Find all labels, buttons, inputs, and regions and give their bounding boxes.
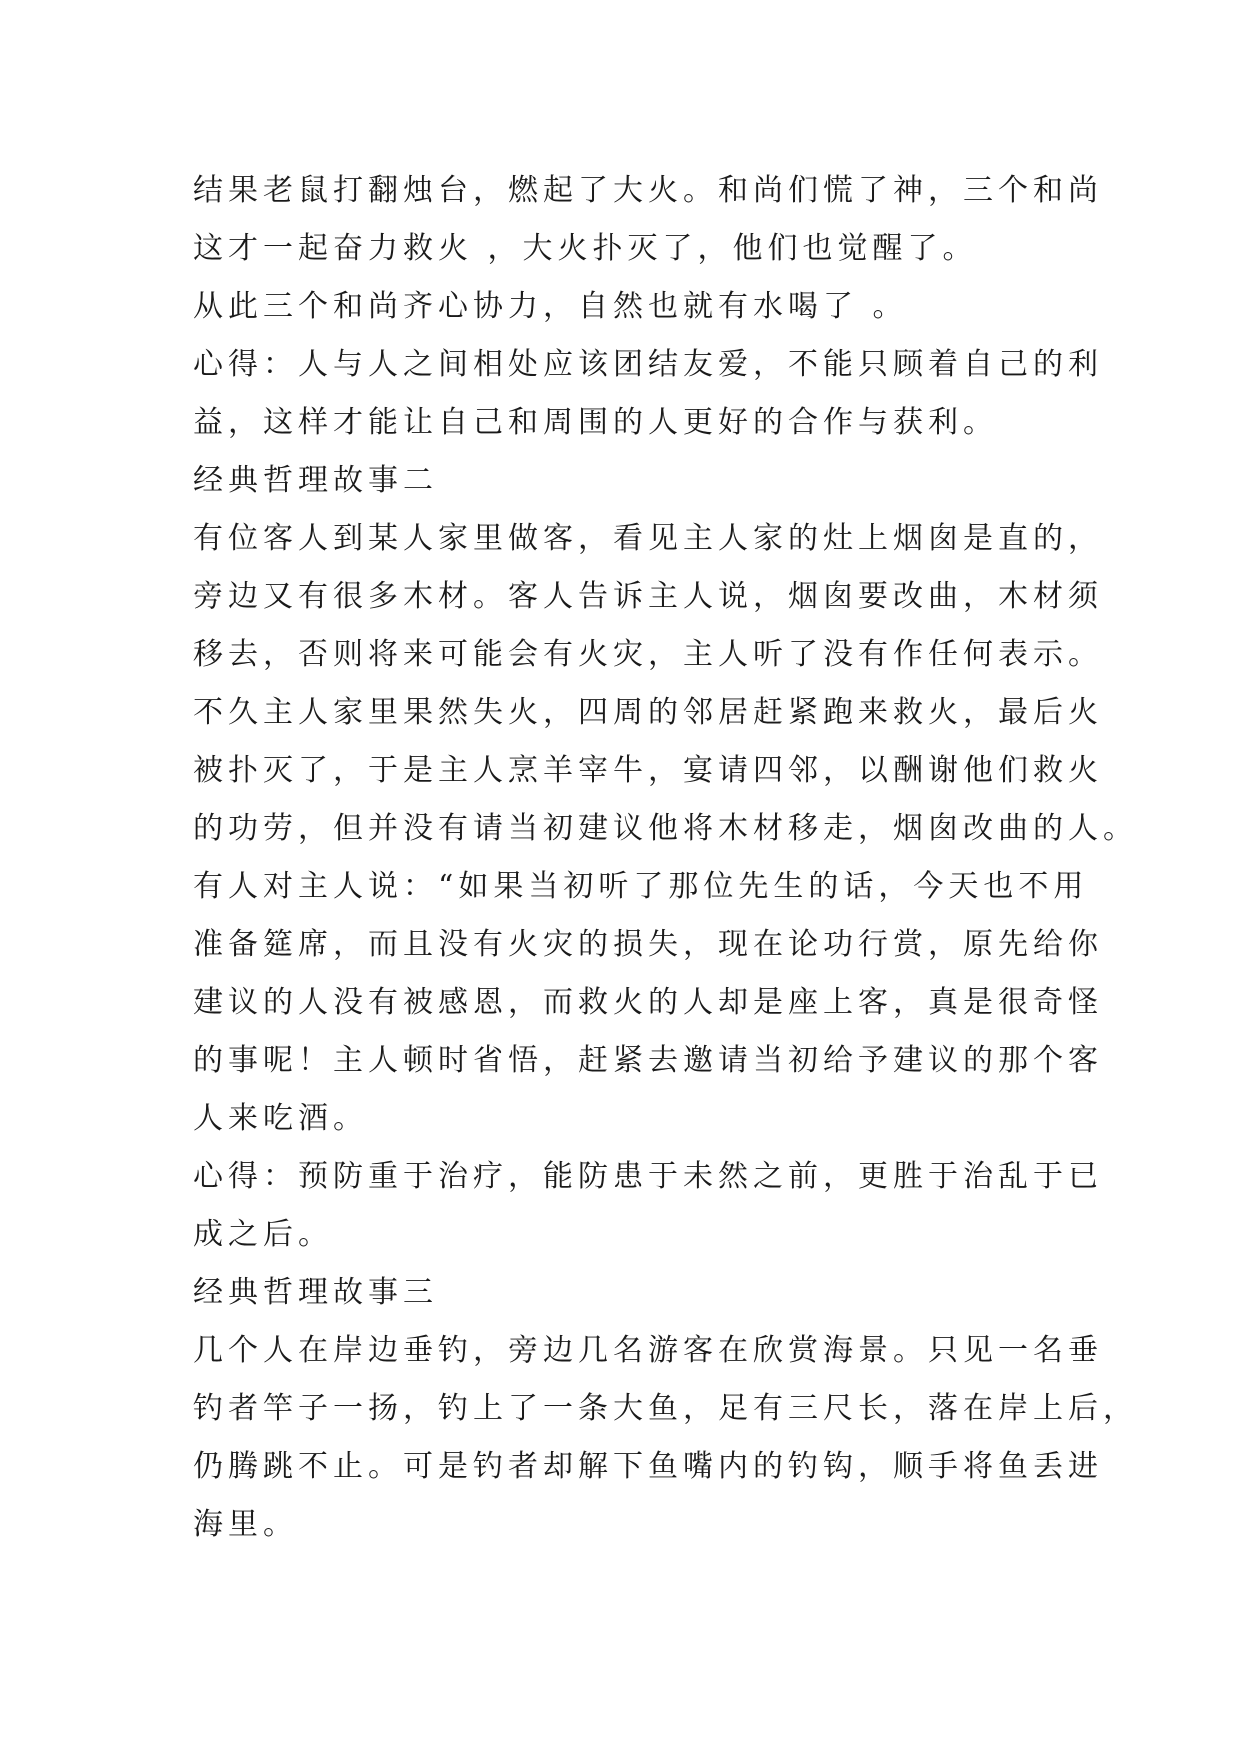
text-line: 移去，否则将来可能会有火灾，主人听了没有作任何表示。 <box>193 637 1103 672</box>
text-line: 益，这样才能让自己和周围的人更好的合作与获利。 <box>193 405 998 440</box>
body-text <box>193 162 1138 1554</box>
text-line: 从此三个和尚齐心协力，自然也就有水喝了 。 <box>193 289 908 324</box>
text-line: 建议的人没有被感恩，而救火的人却是座上客，真是很奇怪 <box>193 985 1103 1020</box>
text-line: 钓者竿子一扬，钓上了一条大鱼，足有三尺长，落在岸上后， <box>193 1391 1138 1426</box>
text-line: 的事呢！主人顿时省悟，赶紧去邀请当初给予建议的那个客 <box>193 1043 1103 1078</box>
text-line: 成之后。 <box>193 1217 333 1252</box>
text-line: 旁边又有很多木材。客人告诉主人说，烟囱要改曲，木材须 <box>193 579 1103 614</box>
text-line: 这才一起奋力救火 ，大火扑灭了，他们也觉醒了。 <box>193 231 978 266</box>
section-heading: 经典哲理故事二 <box>193 463 438 498</box>
text-line: 的功劳，但并没有请当初建议他将木材移走，烟囱改曲的人。 <box>193 811 1138 846</box>
text-line: 有位客人到某人家里做客，看见主人家的灶上烟囱是直的， <box>193 521 1103 556</box>
text-line: 心得：预防重于治疗，能防患于未然之前，更胜于治乱于已 <box>193 1159 1103 1194</box>
text-line: 几个人在岸边垂钓，旁边几名游客在欣赏海景。只见一名垂 <box>193 1333 1103 1368</box>
text-line: 心得：人与人之间相处应该团结友爱，不能只顾着自己的利 <box>193 347 1103 382</box>
text-line: 海里。 <box>193 1507 298 1542</box>
section-heading: 经典哲理故事三 <box>193 1275 438 1310</box>
text-line: 不久主人家里果然失火，四周的邻居赶紧跑来救火，最后火 <box>193 695 1103 730</box>
text-line: 结果老鼠打翻烛台，燃起了大火。和尚们慌了神，三个和尚 <box>193 173 1103 208</box>
text-line: 被扑灭了，于是主人烹羊宰牛，宴请四邻，以酬谢他们救火 <box>193 753 1103 788</box>
text-line: 准备筵席，而且没有火灾的损失，现在论功行赏，原先给你 <box>193 927 1103 962</box>
text-line: 有人对主人说：“如果当初听了那位先生的话，今天也不用 <box>193 869 1089 904</box>
text-line: 人来吃酒。 <box>193 1101 368 1136</box>
text-line: 仍腾跳不止。可是钓者却解下鱼嘴内的钓钩，顺手将鱼丢进 <box>193 1449 1103 1484</box>
